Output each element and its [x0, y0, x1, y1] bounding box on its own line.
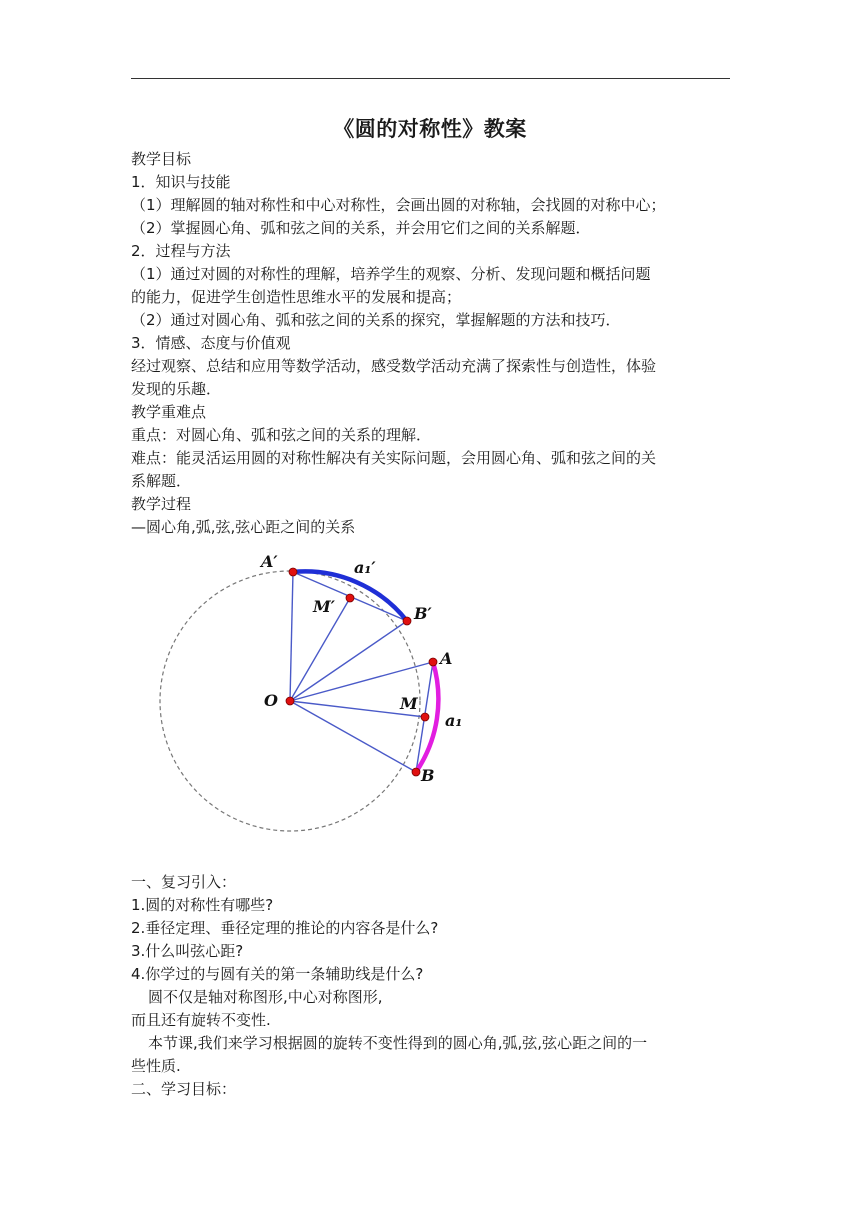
point-b-prime — [403, 617, 411, 625]
text-line: （2）掌握圆心角、弧和弦之间的关系，并会用它们之间的关系解题． — [131, 219, 591, 237]
text-line: 教学重难点 — [131, 403, 207, 421]
point-a-prime — [289, 568, 297, 576]
text-line: 而且还有旋转不变性. — [131, 1011, 271, 1029]
text-line: 经过观察、总结和应用等数学活动，感受数学活动充满了探索性与创造性，体验 — [131, 357, 657, 375]
label-m: M — [400, 694, 418, 713]
label-b-prime: B′ — [414, 604, 432, 623]
text-line: 教学目标 — [131, 150, 192, 168]
text-line: （1）理解圆的轴对称性和中心对称性，会画出圆的对称轴，会找圆的对称中心； — [131, 196, 666, 214]
point-b — [412, 768, 420, 776]
text-line: 本节课,我们来学习根据圆的旋转不变性得到的圆心角,弧,弦,弦心距之间的一 — [148, 1034, 648, 1052]
point-o — [286, 697, 294, 705]
radius-oa-prime — [290, 572, 293, 701]
text-line: 系解题． — [131, 472, 192, 490]
text-line: 二、学习目标： — [131, 1080, 237, 1098]
text-line: 1．知识与技能 — [131, 173, 231, 191]
label-a1: a₁ — [445, 711, 463, 730]
point-m — [421, 713, 429, 721]
label-a-prime: A′ — [261, 552, 278, 571]
text-line: 些性质. — [131, 1057, 181, 1075]
label-o: O — [264, 691, 278, 710]
label-a: A — [440, 649, 453, 668]
text-line: （2）通过对圆心角、弧和弦之间的关系的探究，掌握解题的方法和技巧． — [131, 311, 621, 329]
circle-diagram — [120, 545, 500, 845]
label-a1-prime: a₁′ — [354, 558, 376, 577]
text-line: 难点：能灵活运用圆的对称性解决有关实际问题，会用圆心角、弧和弦之间的关 — [131, 449, 657, 467]
text-line: 重点：对圆心角、弧和弦之间的关系的理解． — [131, 426, 432, 444]
radius-ob — [290, 701, 416, 772]
text-line: 一、复习引入： — [131, 873, 237, 891]
text-line: 4.你学过的与圆有关的第一条辅助线是什么? — [131, 965, 424, 983]
label-m-prime: M′ — [313, 597, 335, 616]
text-line: 2.垂径定理、垂径定理的推论的内容各是什么? — [131, 919, 439, 937]
radius-ob-prime — [290, 621, 407, 701]
text-line: —圆心角,弧,弦,弦心距之间的关系 — [131, 518, 356, 536]
text-line: （1）通过对圆的对称性的理解，培养学生的观察、分析、发现问题和概括问题 — [131, 265, 651, 283]
header-rule — [131, 78, 730, 79]
text-line: 1.圆的对称性有哪些? — [131, 896, 274, 914]
point-a — [429, 658, 437, 666]
label-b: B — [421, 766, 435, 785]
text-line: 3．情感、态度与价值观 — [131, 334, 291, 352]
circle-diagram-svg — [120, 545, 500, 845]
text-line: 教学过程 — [131, 495, 192, 513]
text-line: 的能力，促进学生创造性思维水平的发展和提高； — [131, 288, 462, 306]
document-title: 《圆的对称性》教案 — [333, 117, 527, 141]
point-m-prime — [346, 594, 354, 602]
text-line: 圆不仅是轴对称图形,中心对称图形, — [148, 988, 383, 1006]
text-line: 2．过程与方法 — [131, 242, 231, 260]
text-line: 发现的乐趣． — [131, 380, 222, 398]
text-line: 3.什么叫弦心距? — [131, 942, 244, 960]
